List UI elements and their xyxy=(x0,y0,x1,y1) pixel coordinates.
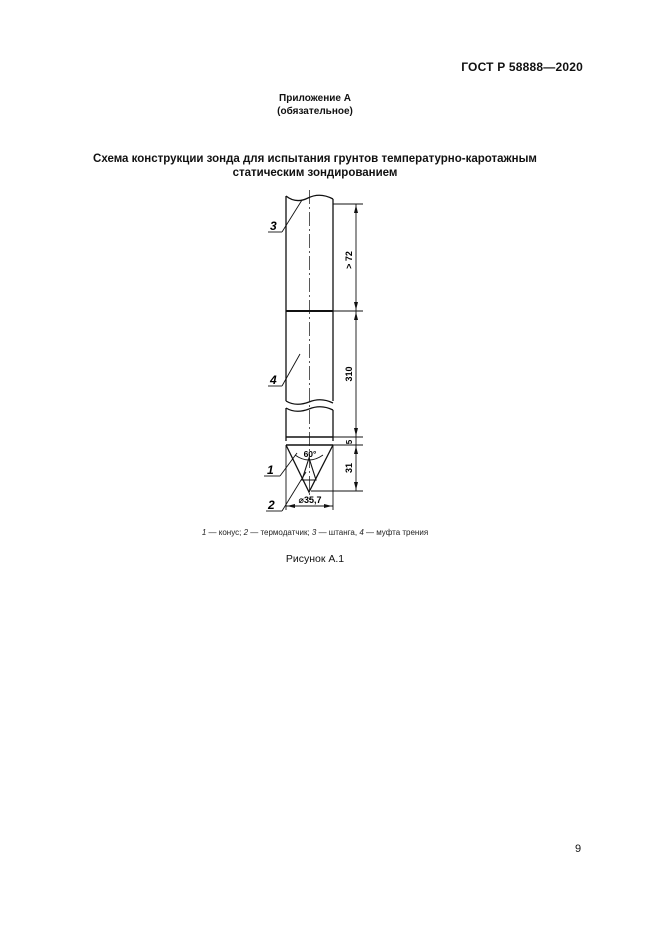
dim-sleeve-length: 310 xyxy=(344,366,354,382)
legend-text-rod: — штанга, xyxy=(316,528,360,537)
callout-1-label: 1 xyxy=(267,463,274,477)
legend-text-thermosensor: — термодатчик; xyxy=(248,528,312,537)
callout-1-leader xyxy=(280,453,297,476)
legend-number-2: 2 xyxy=(243,528,249,537)
legend-number-4: 4 xyxy=(359,528,364,537)
document-standard-number: ГОСТ Р 58888—2020 xyxy=(461,60,583,74)
arrow-diameter-right xyxy=(324,504,332,508)
legend-text-sleeve: — муфта трения xyxy=(363,528,429,537)
dim-diameter: ⌀35,7 xyxy=(298,495,322,505)
callout-4-label: 4 xyxy=(270,373,277,387)
callout-3-label: 3 xyxy=(270,219,277,233)
arrow-rod-top xyxy=(354,205,358,213)
dimension-arrows xyxy=(287,205,358,508)
legend-text-cone: — конус; xyxy=(206,528,244,537)
thermosensor-shape xyxy=(302,458,316,480)
figure-caption: Рисунок А.1 xyxy=(285,553,345,565)
annex-status: (обязательное) xyxy=(277,106,353,117)
callout-4-leader xyxy=(282,354,300,386)
figure-legend xyxy=(0,528,630,537)
arrow-rod-bottom xyxy=(354,302,358,310)
callout-2-label: 2 xyxy=(268,498,275,512)
dim-rod-length: > 72 xyxy=(344,251,354,269)
callout-3-leader xyxy=(282,200,302,232)
arrow-cone-top xyxy=(354,446,358,454)
arrow-sleeve-bottom xyxy=(354,428,358,436)
dim-small-gap: 5 xyxy=(345,439,354,445)
legend-number-3: 3 xyxy=(311,528,317,537)
annex-title: Приложение А xyxy=(279,93,351,104)
dim-cone-angle: 60° xyxy=(303,449,317,459)
scheme-title-line-1: Схема конструкции зонда для испытания грунтов температурно-каротажным xyxy=(93,153,537,165)
page-number: 9 xyxy=(575,843,582,855)
arrow-cone-bottom xyxy=(354,482,358,490)
arrow-sleeve-top xyxy=(354,312,358,320)
scheme-title-line-2: статическим зондированием xyxy=(232,167,398,179)
arrow-diameter-left xyxy=(287,504,295,508)
legend-number-1: 1 xyxy=(201,528,207,537)
dim-cone-height: 31 xyxy=(344,462,354,474)
